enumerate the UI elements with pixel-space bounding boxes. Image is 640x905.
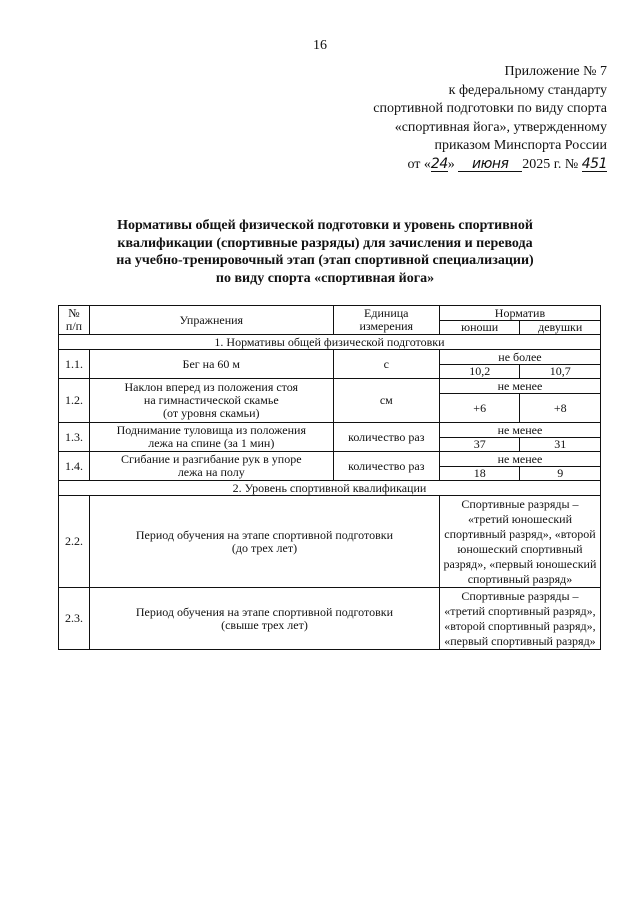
table-row <box>59 423 601 438</box>
girls-value: 10,7 <box>520 365 601 379</box>
header-number: № п/п <box>59 306 90 335</box>
row-number: 2.3. <box>59 588 90 650</box>
girls-value: 9 <box>520 467 601 481</box>
boys-value: 18 <box>439 467 520 481</box>
section-2-title: 2. Уровень спортивной квалификации <box>59 481 601 496</box>
unit: с <box>333 350 439 379</box>
handwritten-day: 24 <box>430 155 448 172</box>
date-prefix: от « <box>407 156 431 172</box>
girls-value: 31 <box>520 438 601 452</box>
norm-condition: не менее <box>439 452 600 467</box>
table-row <box>59 588 601 650</box>
page-number: 16 <box>313 38 327 53</box>
qualification-period: Период обучения на этапе спортивной подготовки (свыше трех лет) <box>89 588 439 650</box>
header-unit: Единица измерения <box>333 306 439 335</box>
header-norm: Норматив <box>439 306 600 321</box>
boys-value: +6 <box>439 394 520 423</box>
unit: см <box>333 379 439 423</box>
unit: количество раз <box>333 423 439 452</box>
section-row <box>59 481 601 496</box>
row-number: 2.2. <box>59 496 90 588</box>
table-row <box>59 496 601 588</box>
title-line-2: квалификации (спортивные разряды) для зачисления и перевода <box>117 235 533 251</box>
row-number: 1.4. <box>59 452 90 481</box>
section-row <box>59 335 601 350</box>
exercise-name: Наклон вперед из положения стоя на гимнастической скамье (от уровня скамьи) <box>89 379 333 423</box>
appendix-line-1: Приложение № 7 <box>504 64 607 79</box>
table-header-row <box>59 306 601 321</box>
handwritten-month: июня <box>472 155 509 172</box>
exercise-name: Сгибание и разгибание рук в упоре лежа на полу <box>89 452 333 481</box>
table-row <box>59 379 601 394</box>
appendix-header <box>307 63 607 175</box>
boys-value: 37 <box>439 438 520 452</box>
girls-value: +8 <box>520 394 601 423</box>
appendix-date-line <box>307 156 607 175</box>
unit: количество раз <box>333 452 439 481</box>
row-number: 1.3. <box>59 423 90 452</box>
table-row <box>59 350 601 365</box>
row-number: 1.1. <box>59 350 90 379</box>
norms-table <box>58 305 601 650</box>
date-year: 2025 г. № <box>522 156 579 172</box>
appendix-line-5: приказом Минспорта России <box>434 138 607 154</box>
header-exercises: Упражнения <box>89 306 333 335</box>
qualification-requirement: Спортивные разряды – «третий спортивный разряд», «второй спортивный разряд», «первый спортивный разряд» <box>439 588 600 650</box>
title-line-4: по виду спорта «спортивная йога» <box>215 270 435 286</box>
header-boys: юноши <box>439 321 520 335</box>
exercise-name: Бег на 60 м <box>89 350 333 379</box>
title-line-3: на учебно-тренировочный этап (этап спортивной специализации) <box>116 253 534 268</box>
header-girls: девушки <box>520 321 601 335</box>
boys-value: 10,2 <box>439 365 520 379</box>
row-number: 1.2. <box>59 379 90 423</box>
norm-condition: не менее <box>439 379 600 394</box>
appendix-line-4: «спортивная йога», утвержденному <box>394 119 607 135</box>
exercise-name: Поднимание туловища из положения лежа на спине (за 1 мин) <box>89 423 333 452</box>
section-1-title: 1. Нормативы общей физической подготовки <box>59 335 601 350</box>
qualification-requirement: Спортивные разряды – «третий юношеский спортивный разряд», «второй юношеский спортивный разряд», «первый юношеский спортивный разряд» <box>439 496 600 588</box>
appendix-line-2: к федеральному стандарту <box>448 82 607 98</box>
norm-condition: не менее <box>439 423 600 438</box>
qualification-period: Период обучения на этапе спортивной подготовки (до трех лет) <box>89 496 439 588</box>
title-line-1: Нормативы общей физической подготовки и уровень спортивной <box>117 218 533 233</box>
appendix-line-3: спортивной подготовки по виду спорта <box>373 101 607 117</box>
document-title <box>60 217 590 287</box>
norm-condition: не более <box>439 350 600 365</box>
table-row <box>59 452 601 467</box>
date-mid: » <box>447 156 455 172</box>
handwritten-order-number: 451 <box>581 155 607 172</box>
